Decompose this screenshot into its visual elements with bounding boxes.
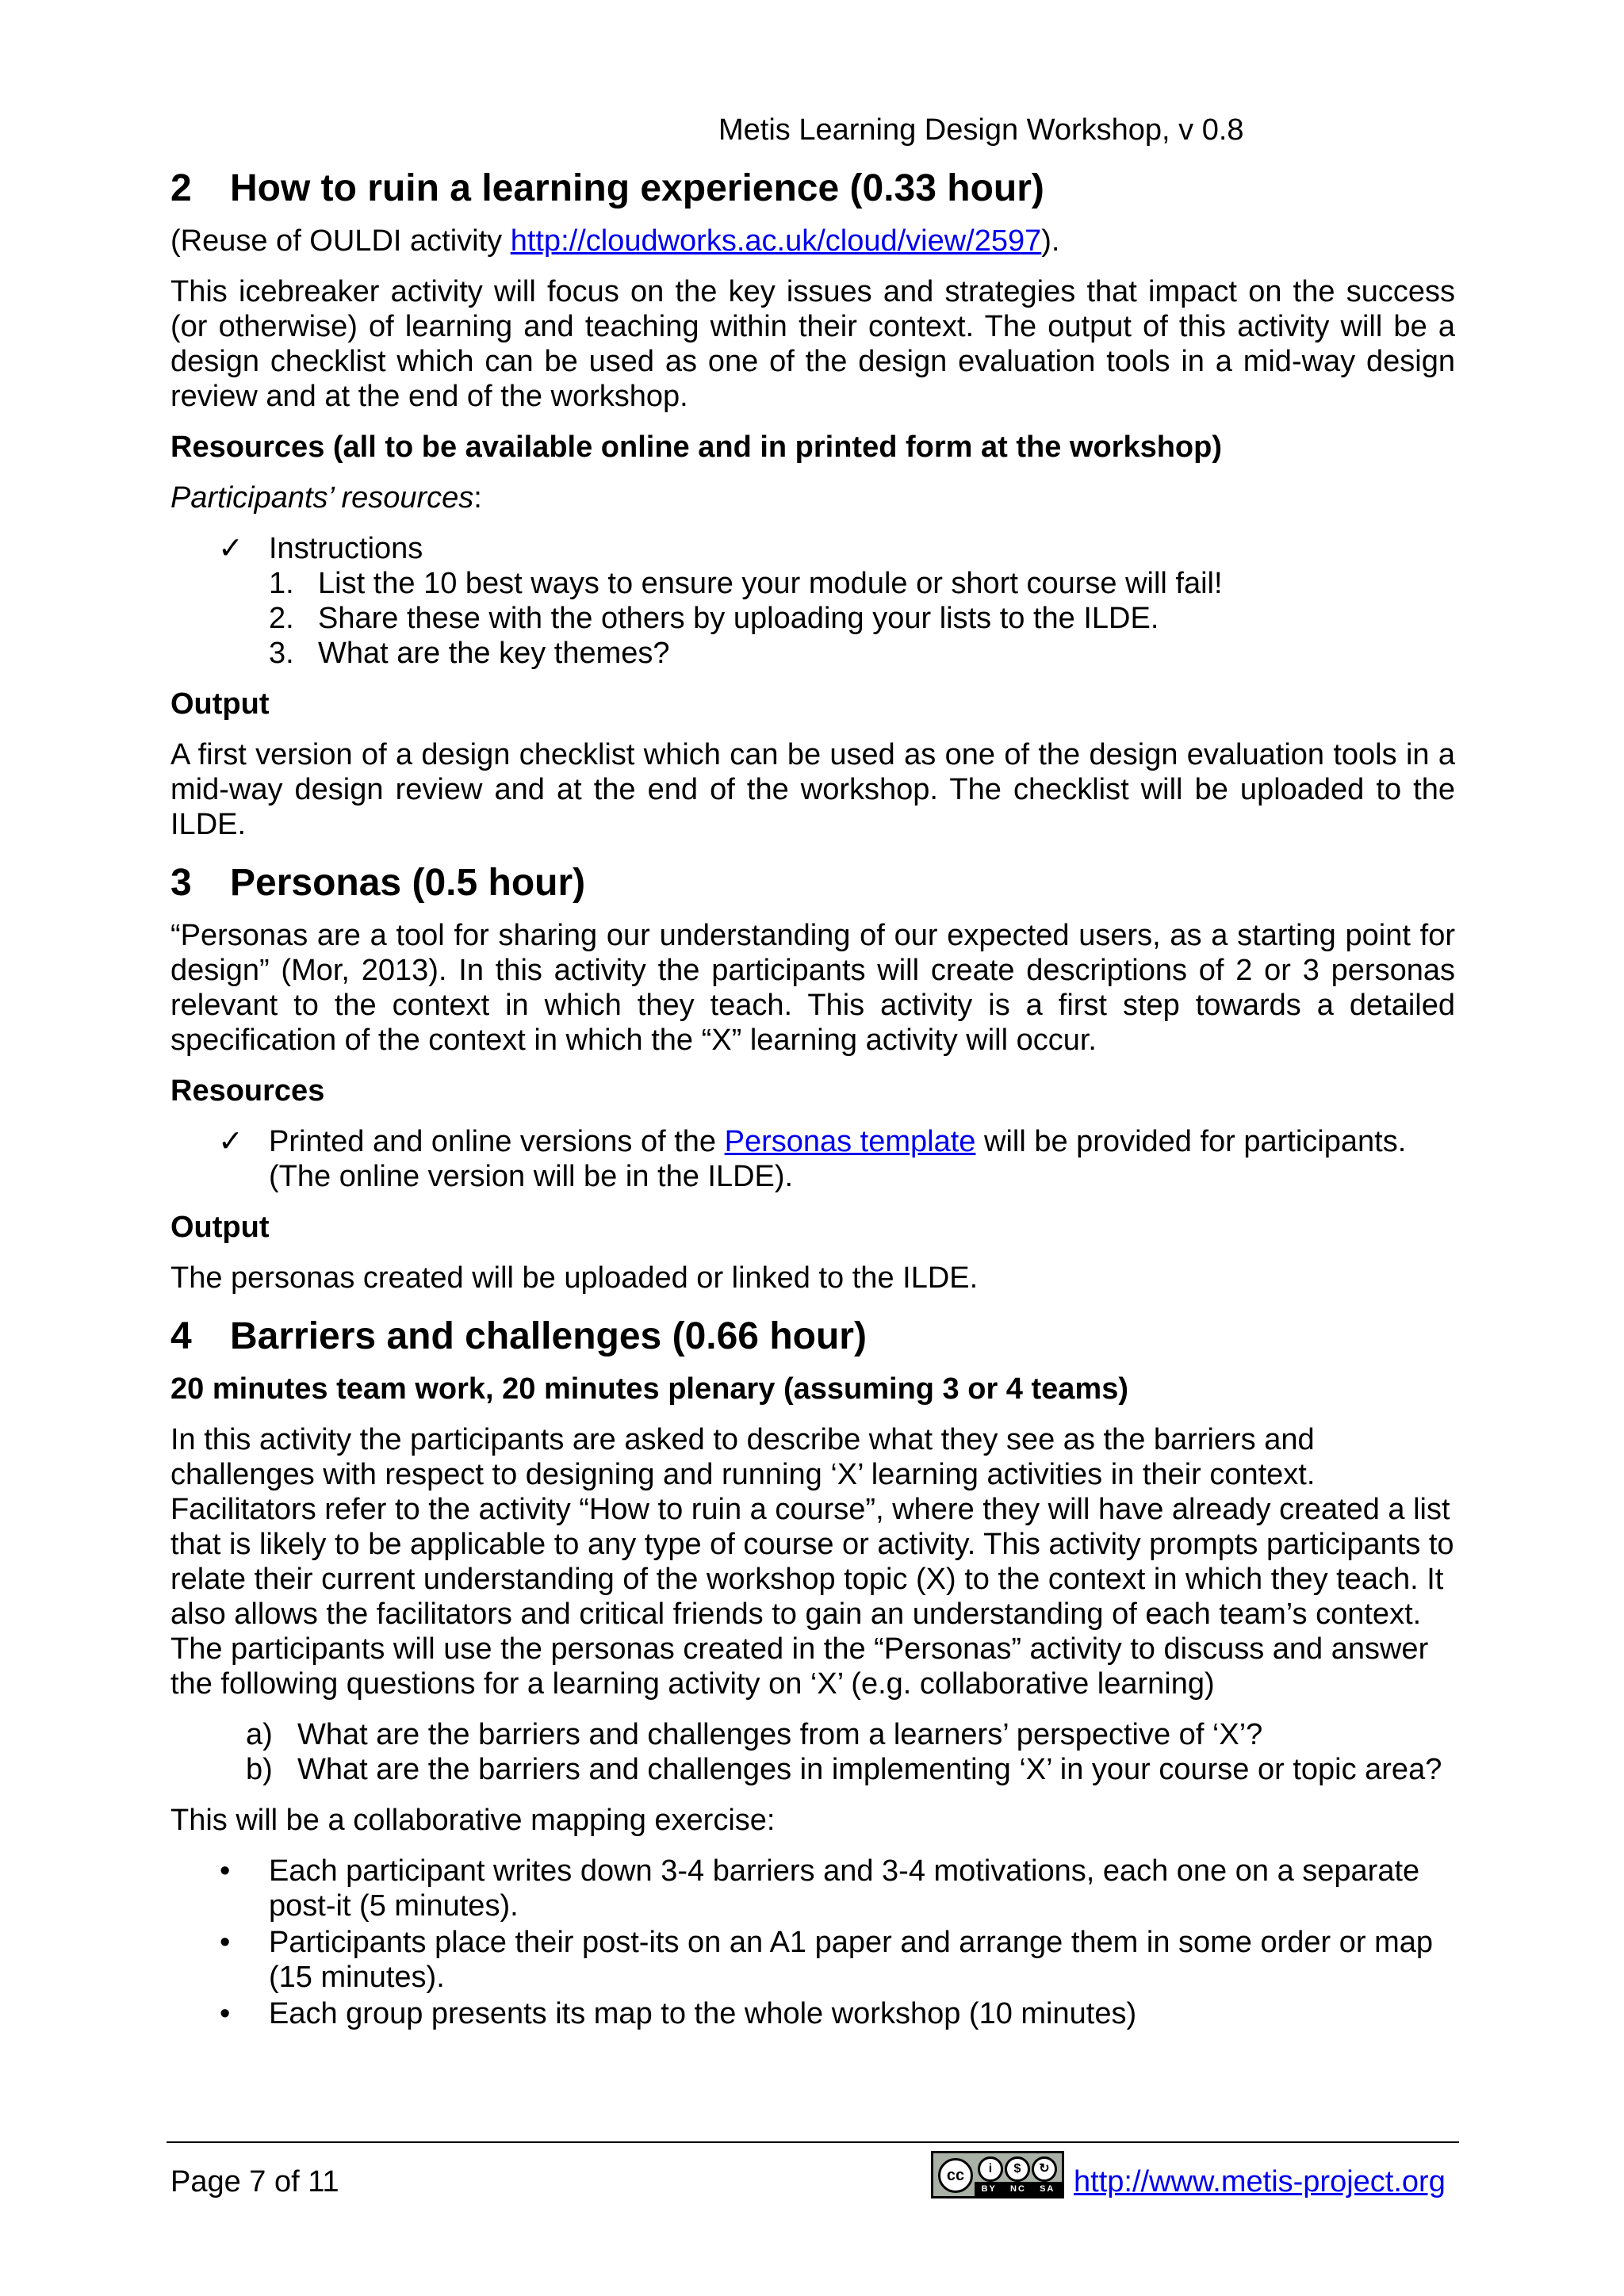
list-item xyxy=(170,1854,1455,1923)
section-title: Barriers and challenges (0.66 hour) xyxy=(230,1315,867,1357)
section-title: How to ruin a learning experience (0.33 hour) xyxy=(230,167,1044,209)
instruction-text: List the 10 best ways to ensure your module or short course will fail! xyxy=(318,567,1223,600)
license-sa: SA xyxy=(1040,2184,1055,2194)
page-content xyxy=(170,166,1455,2047)
page-number: Page 7 of 11 xyxy=(170,2165,339,2198)
resources-list xyxy=(170,531,1455,671)
resource-suffix: will be provided for participants. (The online version will be in the ILDE). xyxy=(269,1125,1407,1193)
list-item xyxy=(170,1717,1455,1752)
steps-list xyxy=(170,1854,1455,2031)
sharealike-icon: ↻ xyxy=(1032,2156,1057,2182)
section-intro: “Personas are a tool for sharing our understanding of our expected users, as a starting point for design” (Mor, 2013). In this activity the participants will create descriptions of 2 or 3 personas relevant to the context in which they teach. This activity is a first step towards a detailed specification of the context in which the “X” learning activity will occur. xyxy=(170,919,1455,1057)
output-heading: Output xyxy=(170,687,270,721)
list-item xyxy=(170,1996,1455,2031)
resources-list xyxy=(170,1124,1455,1194)
output-text: The personas created will be uploaded or linked to the ILDE. xyxy=(170,1261,979,1295)
personas-template-link[interactable]: Personas template xyxy=(724,1125,976,1158)
step-text: Each participant writes down 3-4 barriers and 3-4 motivations, each one on a separate post-it (5 minutes). xyxy=(269,1854,1420,1923)
question-text: What are the barriers and challenges from a learners’ perspective of ‘X’? xyxy=(297,1718,1263,1751)
section-subheading: 20 minutes team work, 20 minutes plenary (assuming 3 or 4 teams) xyxy=(170,1372,1128,1406)
footer-license-area xyxy=(931,2150,1446,2199)
item-number: 2. xyxy=(269,602,294,635)
attribution-icon: i xyxy=(978,2156,1003,2182)
instruction-text: Share these with the others by uploading your lists to the ILDE. xyxy=(318,602,1159,635)
section-intro: In this activity the participants are asked to describe what they see as the barriers and challenges with respect to designing and running ‘X’ learning activities in their context. Facilitators refer to the activity “How to ruin a course”, where they will have already created a list that is likely to be applicable to any type of course or activity. This activity prompts participants to relate their current understanding of the workshop topic (X) to the context in which they teach. It also allows the facilitators and critical friends to gain an understanding of each team’s context. The participants will use the personas created in the “Personas” activity to discuss and answer the following questions for a learning activity on ‘X’ (e.g. collaborative learning) xyxy=(170,1423,1454,1701)
section-heading xyxy=(170,861,1455,905)
bullet-icon: • xyxy=(220,1997,231,2030)
cloudworks-link[interactable]: http://cloudworks.ac.uk/cloud/view/2597 xyxy=(510,224,1042,258)
step-text: Each group presents its map to the whole workshop (10 minutes) xyxy=(269,1997,1137,2030)
list-item xyxy=(170,601,1455,636)
resources-heading: Resources xyxy=(170,1074,325,1108)
section-number: 2 xyxy=(170,167,192,209)
instruction-text: What are the key themes? xyxy=(318,637,670,670)
section-intro: This icebreaker activity will focus on the key issues and strategies that impact on the success (or otherwise) of learning and teaching within their context. The output of this activity will be a design checklist which can be used as one of the design evaluation tools in a mid-way design review and at the end of the workshop. xyxy=(170,275,1455,413)
list-item xyxy=(170,1752,1455,1787)
section-personas xyxy=(170,861,1455,1295)
reuse-suffix: ). xyxy=(1041,224,1060,258)
reuse-note xyxy=(170,224,1455,258)
license-nc: NC xyxy=(1010,2184,1026,2194)
colon: : xyxy=(473,481,482,515)
section-how-to-ruin xyxy=(170,166,1455,842)
section-heading xyxy=(170,1314,1455,1359)
resources-heading: Resources (all to be available online and in printed form at the workshop) xyxy=(170,430,1223,464)
cc-icon: cc xyxy=(938,2158,973,2193)
list-item xyxy=(170,566,1455,601)
creative-commons-license-icon[interactable] xyxy=(931,2151,1064,2198)
mapping-intro: This will be a collaborative mapping exercise: xyxy=(170,1804,776,1837)
item-number: 3. xyxy=(269,637,294,670)
participants-resources-label xyxy=(170,480,1455,515)
item-number: 1. xyxy=(269,567,294,600)
checkmark-icon: ✓ xyxy=(218,1125,243,1158)
section-barriers xyxy=(170,1314,1455,2031)
noncommercial-icon: $ xyxy=(1005,2156,1030,2182)
license-by: BY xyxy=(981,2184,997,2194)
section-heading xyxy=(170,166,1455,211)
item-label: b) xyxy=(246,1753,273,1786)
list-item xyxy=(170,1124,1455,1194)
section-number: 3 xyxy=(170,862,192,904)
checkmark-icon: ✓ xyxy=(218,532,243,565)
resource-prefix: Printed and online versions of the xyxy=(269,1125,725,1158)
output-text: A first version of a design checklist which can be used as one of the design evaluation tools in a mid-way design review and at the end of the workshop. The checklist will be uploaded to the ILDE. xyxy=(170,738,1455,841)
participants-label-text: Participants’ resources xyxy=(170,481,474,515)
list-item xyxy=(170,531,1455,566)
running-header: Metis Learning Design Workshop, v 0.8 xyxy=(718,113,1244,147)
output-heading: Output xyxy=(170,1211,270,1244)
item-label: a) xyxy=(246,1718,273,1751)
bullet-icon: • xyxy=(220,1854,231,1888)
instructions-label: Instructions xyxy=(269,532,423,565)
list-item xyxy=(170,1925,1455,1995)
list-item xyxy=(170,636,1455,671)
step-text: Participants place their post-its on an A1 paper and arrange them in some order or map (15 minutes). xyxy=(269,1926,1434,1994)
section-number: 4 xyxy=(170,1315,192,1357)
reuse-prefix: (Reuse of OULDI activity xyxy=(170,224,511,258)
metis-project-link[interactable]: http://www.metis-project.org xyxy=(1074,2165,1446,2198)
footer-divider xyxy=(167,2141,1459,2143)
bullet-icon: • xyxy=(220,1926,231,1959)
section-title: Personas (0.5 hour) xyxy=(230,862,586,904)
questions-list xyxy=(170,1717,1455,1787)
license-band xyxy=(975,2182,1062,2196)
license-icons xyxy=(978,2156,1057,2182)
question-text: What are the barriers and challenges in implementing ‘X’ in your course or topic area? xyxy=(297,1753,1442,1786)
